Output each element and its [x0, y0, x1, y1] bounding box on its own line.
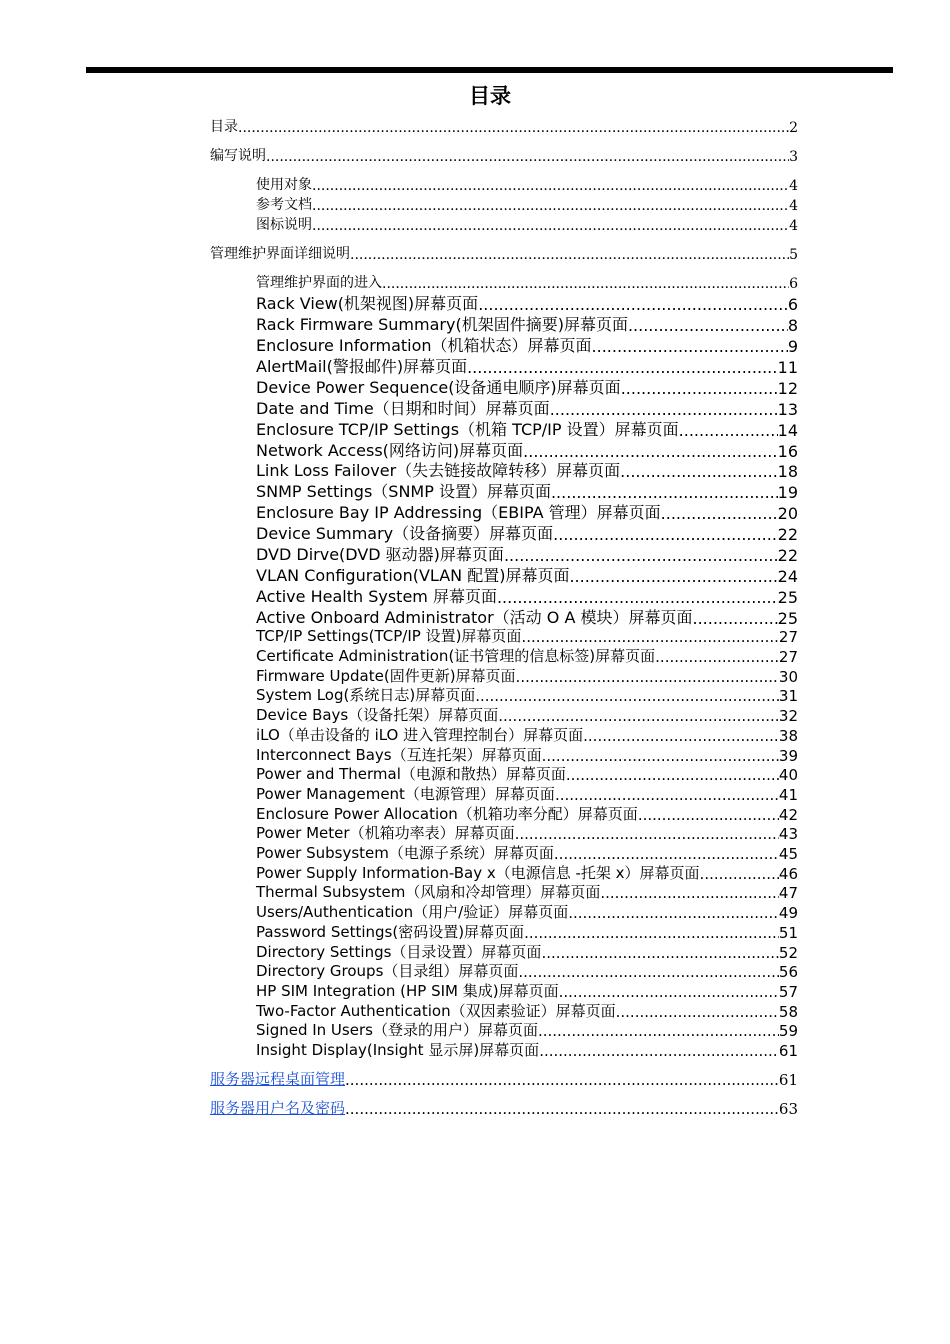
toc-label: Directory Groups（目录组）屏幕页面	[256, 962, 519, 980]
toc-entry[interactable]	[256, 645, 798, 666]
toc-label: Directory Settings（目录设置）屏幕页面	[256, 943, 542, 961]
toc-label: Enclosure Bay IP Addressing（EBIPA 管理）屏幕页面	[256, 503, 661, 522]
toc-entry[interactable]	[256, 291, 798, 314]
toc-entry[interactable]	[256, 584, 798, 607]
toc-entry[interactable]	[256, 862, 798, 883]
toc-entry[interactable]	[256, 763, 798, 784]
toc-link-entry[interactable]	[210, 1068, 798, 1089]
toc-page: 27	[778, 648, 798, 666]
toc-label: 使用对象	[256, 177, 312, 193]
toc-page: 39	[778, 747, 798, 765]
toc-page: 8	[787, 316, 798, 335]
toc-page: 6	[789, 276, 798, 292]
toc-page: 4	[789, 178, 798, 194]
toc-page: 19	[777, 483, 798, 502]
toc-entry[interactable]	[256, 803, 798, 824]
toc-label: Enclosure Information（机箱状态）屏幕页面	[256, 336, 592, 355]
toc-label: Power Supply Information-Bay x（电源信息 -托架 x）屏幕页面	[256, 864, 700, 882]
toc-page: 47	[778, 884, 798, 902]
toc-label: AlertMail(警报邮件)屏幕页面	[256, 357, 468, 376]
toc-entry[interactable]	[256, 960, 798, 981]
toc-label: Network Access(网络访问)屏幕页面	[256, 441, 524, 460]
toc-page: 27	[778, 628, 798, 646]
toc-page: 22	[777, 546, 798, 565]
toc-entry[interactable]	[256, 980, 798, 1001]
toc-page: 41	[778, 786, 798, 804]
toc-page: 63	[778, 1100, 798, 1118]
page-title: 目录	[469, 84, 511, 108]
toc-page: 6	[787, 295, 798, 314]
toc-page: 46	[778, 865, 798, 883]
toc-entry[interactable]	[256, 901, 798, 922]
toc-label: Link Loss Failover（失去链接故障转移）屏幕页面	[256, 461, 621, 480]
toc-entry[interactable]	[210, 243, 798, 263]
toc-page: 52	[778, 944, 798, 962]
toc-page: 59	[778, 1022, 798, 1040]
toc-page: 30	[778, 668, 798, 686]
toc-page: 2	[789, 120, 798, 136]
toc-label: Signed In Users（登录的用户）屏幕页面	[256, 1021, 538, 1039]
toc-entry[interactable]	[256, 396, 798, 419]
toc-entry[interactable]	[256, 214, 798, 234]
toc-entry[interactable]	[256, 625, 798, 646]
toc-label: Enclosure TCP/IP Settings（机箱 TCP/IP 设置）屏幕页面	[256, 420, 679, 439]
toc-page: 18	[777, 462, 798, 481]
toc-label: 管理维护界面详细说明	[210, 246, 350, 262]
toc-page: 40	[778, 766, 798, 784]
toc-entry[interactable]	[210, 145, 798, 165]
toc-page: 43	[778, 825, 798, 843]
toc-page: 42	[778, 806, 798, 824]
toc-label: Power and Thermal（电源和散热）屏幕页面	[256, 765, 566, 783]
toc-page: 49	[778, 904, 798, 922]
toc-entry[interactable]	[256, 417, 798, 440]
toc-label: HP SIM Integration (HP SIM 集成)屏幕页面	[256, 982, 559, 1000]
toc-page: 38	[778, 727, 798, 745]
toc-label: 目录	[210, 119, 238, 135]
toc-label: VLAN Configuration(VLAN 配置)屏幕页面	[256, 566, 570, 585]
toc-label: 管理维护界面的进入	[256, 275, 382, 291]
toc-page: 25	[777, 609, 798, 628]
toc-label: Device Bays（设备托架）屏幕页面	[256, 706, 499, 724]
toc-entry[interactable]	[256, 941, 798, 962]
toc-label: Rack Firmware Summary(机架固件摘要)屏幕页面	[256, 315, 628, 334]
toc-label: Users/Authentication（用户/验证）屏幕页面	[256, 903, 569, 921]
toc-label: Firmware Update(固件更新)屏幕页面	[256, 667, 516, 685]
toc-label: Active Onboard Administrator（活动 O A 模块）屏幕页面	[256, 608, 693, 627]
toc-page: 13	[777, 400, 798, 419]
toc-page: 45	[778, 845, 798, 863]
toc-label: System Log(系统日志)屏幕页面	[256, 686, 476, 704]
toc-page: 12	[777, 379, 798, 398]
toc-label: Power Meter（机箱功率表）屏幕页面	[256, 824, 515, 842]
toc-label: Certificate Administration(证书管理的信息标签)屏幕页面	[256, 647, 656, 665]
toc-page: 58	[778, 1003, 798, 1021]
toc-page: 61	[778, 1042, 798, 1060]
toc-label: 参考文档	[256, 197, 312, 213]
toc-page: 20	[777, 504, 798, 523]
toc-label: Active Health System 屏幕页面	[256, 587, 497, 606]
toc-page: 32	[778, 707, 798, 725]
toc-label: Interconnect Bays（互连托架）屏幕页面	[256, 746, 542, 764]
toc-page: 25	[777, 588, 798, 607]
toc-label: Password Settings(密码设置)屏幕页面	[256, 923, 525, 941]
toc-entry[interactable]	[256, 1019, 798, 1040]
toc-page: 5	[789, 247, 798, 263]
toc-entry[interactable]	[256, 174, 798, 194]
toc-entry[interactable]	[256, 783, 798, 804]
toc-entry[interactable]	[256, 1039, 798, 1060]
toc-page: 11	[777, 358, 798, 377]
toc-entry[interactable]	[210, 116, 798, 136]
toc-label: TCP/IP Settings(TCP/IP 设置)屏幕页面	[256, 627, 522, 645]
toc-entry[interactable]	[256, 333, 798, 356]
toc-entry[interactable]	[256, 500, 798, 523]
top-rule	[86, 67, 893, 73]
toc-label: iLO（单击设备的 iLO 进入管理控制台）屏幕页面	[256, 726, 584, 744]
toc-label: 图标说明	[256, 217, 312, 233]
toc-page: 57	[778, 983, 798, 1001]
toc-page: 9	[787, 337, 798, 356]
toc-entry[interactable]	[256, 312, 798, 335]
toc-label: Insight Display(Insight 显示屏)屏幕页面	[256, 1041, 540, 1059]
toc-link-label[interactable]: 服务器远程桌面管理	[210, 1070, 346, 1088]
toc-entry[interactable]	[256, 458, 798, 481]
toc-entry[interactable]	[256, 744, 798, 765]
toc-label: Device Summary（设备摘要）屏幕页面	[256, 524, 554, 543]
toc-entry[interactable]	[256, 822, 798, 843]
toc-entry[interactable]	[256, 542, 798, 565]
toc-page: 22	[777, 525, 798, 544]
toc-label: SNMP Settings（SNMP 设置）屏幕页面	[256, 482, 551, 501]
toc-entry[interactable]	[256, 704, 798, 725]
toc-label: Thermal Subsystem（风扇和冷却管理）屏幕页面	[256, 883, 601, 901]
toc-label: Device Power Sequence(设备通电顺序)屏幕页面	[256, 378, 621, 397]
toc-entry[interactable]	[256, 684, 798, 705]
toc-label: DVD Dirve(DVD 驱动器)屏幕页面	[256, 545, 504, 564]
toc-entry[interactable]	[256, 842, 798, 863]
toc-page: 4	[789, 218, 798, 234]
toc-link-label[interactable]: 服务器用户名及密码	[210, 1099, 346, 1117]
toc-label: Power Management（电源管理）屏幕页面	[256, 785, 555, 803]
toc-entry[interactable]	[256, 479, 798, 502]
toc-entry[interactable]	[256, 194, 798, 214]
toc-label: Date and Time（日期和时间）屏幕页面	[256, 399, 550, 418]
toc-entry[interactable]	[256, 375, 798, 398]
toc-entry[interactable]	[256, 354, 798, 377]
toc-page: 51	[778, 924, 798, 942]
toc-page: 3	[789, 149, 798, 165]
toc-link-entry[interactable]	[210, 1097, 798, 1118]
toc-label: Power Subsystem（电源子系统）屏幕页面	[256, 844, 554, 862]
toc-entry[interactable]	[256, 1000, 798, 1021]
toc-entry[interactable]	[256, 521, 798, 544]
toc-entry[interactable]	[256, 665, 798, 686]
toc-label: Rack View(机架视图)屏幕页面	[256, 294, 479, 313]
toc-page: 56	[778, 963, 798, 981]
toc-entry[interactable]	[256, 724, 798, 745]
toc-entry[interactable]	[256, 881, 798, 902]
toc-page: 24	[777, 567, 798, 586]
toc-label: Enclosure Power Allocation（机箱功率分配）屏幕页面	[256, 805, 638, 823]
toc-page: 61	[778, 1071, 798, 1089]
toc-page: 4	[789, 198, 798, 214]
toc-label: Two-Factor Authentication（双因素验证）屏幕页面	[256, 1002, 616, 1020]
toc-page: 16	[777, 442, 798, 461]
toc-entry[interactable]	[256, 272, 798, 292]
toc-page: 31	[778, 687, 798, 705]
toc-page: 14	[777, 421, 798, 440]
toc-label: 编写说明	[210, 148, 266, 164]
toc-entry[interactable]	[256, 563, 798, 586]
toc-entry[interactable]	[256, 921, 798, 942]
